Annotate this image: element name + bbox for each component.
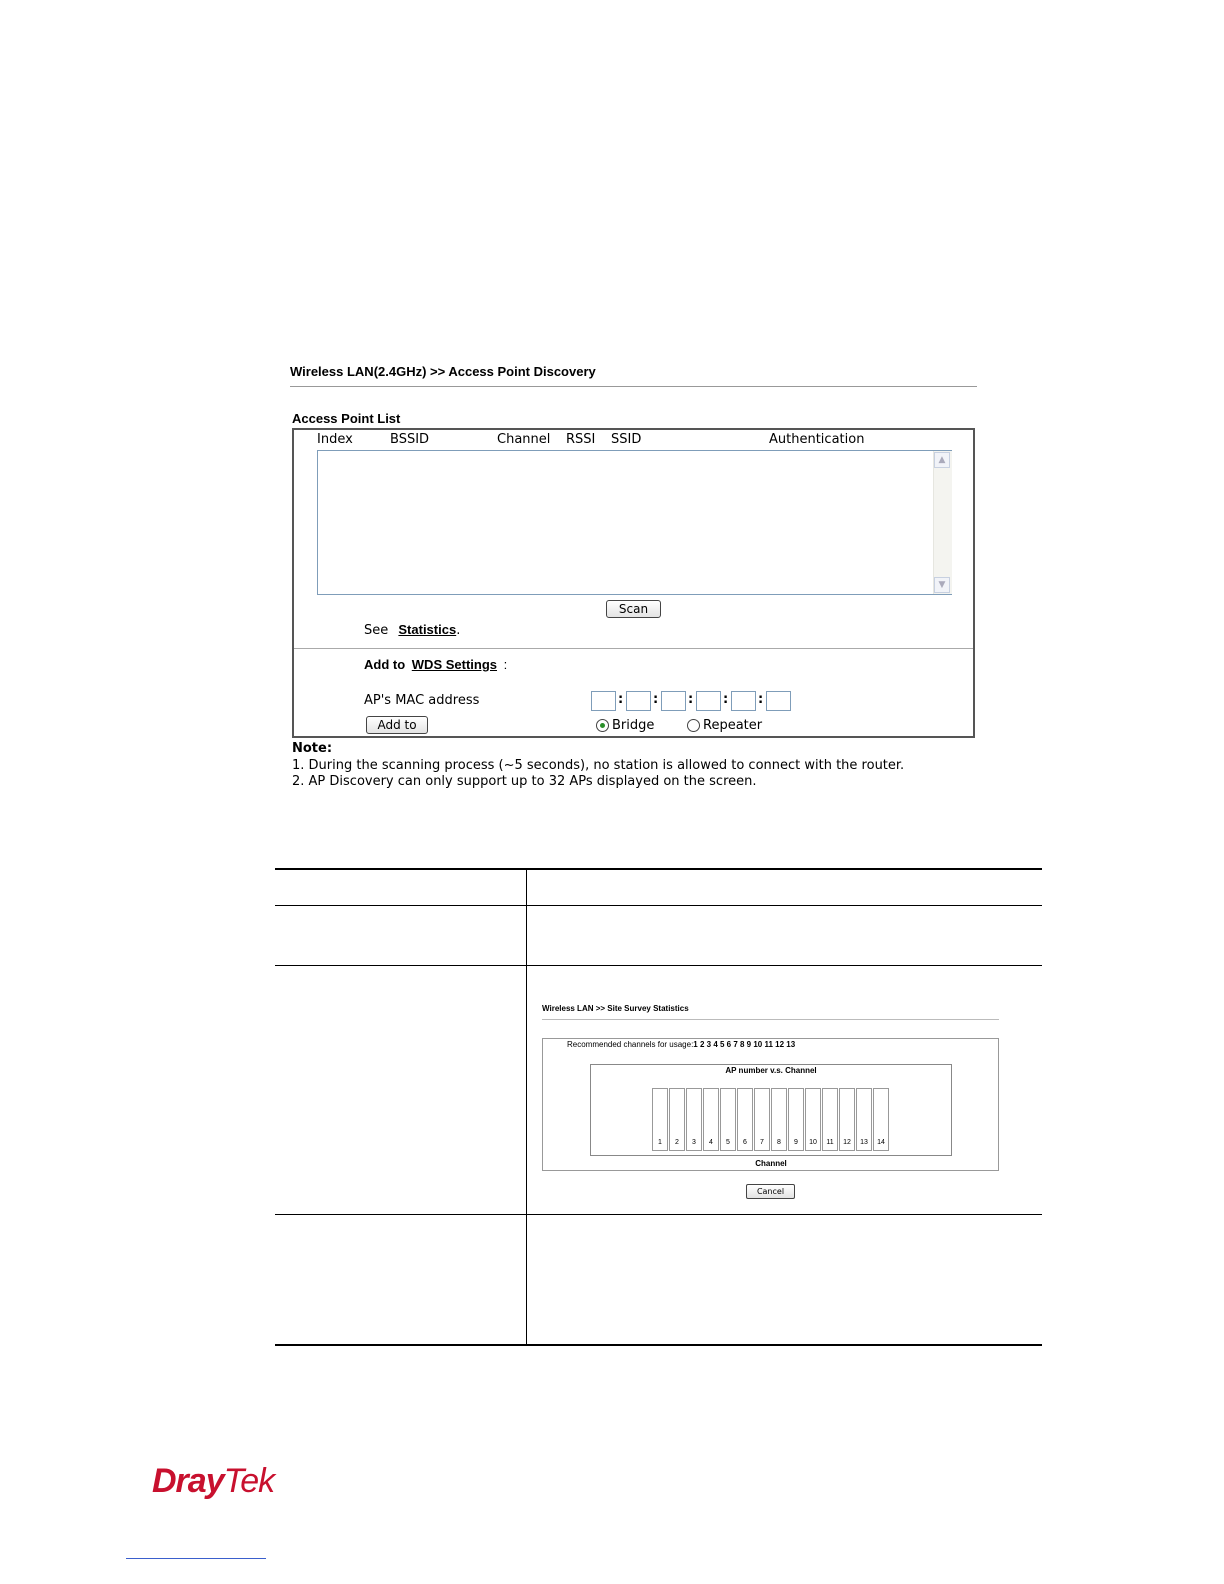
chart-tick-label-1: 1 [658, 1139, 662, 1146]
chart-tick-label-3: 3 [692, 1139, 696, 1146]
section-divider [294, 648, 973, 649]
column-header-ssid: SSID [611, 432, 642, 447]
chart-tick-label-10: 10 [809, 1139, 817, 1146]
mac-separator: : [653, 692, 659, 707]
chart-tick-label-13: 13 [860, 1139, 868, 1146]
note-line-1: 1. During the scanning process (~5 seconds), no station is allowed to connect with the router. [292, 758, 905, 773]
mac-octet-5-input[interactable] [731, 691, 756, 711]
chart-tick-label-4: 4 [709, 1139, 713, 1146]
table-top-rule [275, 868, 1042, 870]
recommended-channels-line [567, 1040, 795, 1049]
note-title: Note: [292, 741, 333, 756]
add-to-suffix: : [503, 657, 508, 672]
table-column-divider [526, 868, 527, 1346]
statistics-title-divider [542, 1019, 999, 1020]
chart-x-label: Channel [755, 1159, 787, 1168]
chart-tick-label-2: 2 [675, 1139, 679, 1146]
chart-tick-label-11: 11 [826, 1139, 834, 1146]
listbox-scrollbar[interactable] [933, 451, 952, 594]
recommended-channels-label: Recommended channels for usage: [567, 1040, 694, 1049]
cancel-button[interactable]: Cancel [746, 1184, 795, 1199]
page-title: Wireless LAN(2.4GHz) >> Access Point Discovery [290, 364, 596, 379]
title-divider [290, 386, 977, 387]
chart-tick-label-6: 6 [743, 1139, 747, 1146]
table-row-divider [275, 965, 1042, 966]
chart-tick-label-9: 9 [794, 1139, 798, 1146]
wds-settings-link[interactable]: WDS Settings [411, 657, 498, 672]
logo-text-dray: Dray [152, 1462, 224, 1500]
mac-octet-1-input[interactable] [591, 691, 616, 711]
repeater-radio[interactable] [687, 719, 700, 732]
column-header-authentication: Authentication [769, 432, 865, 447]
recommended-channels-values: 1 2 3 4 5 6 7 8 9 10 11 12 13 [693, 1040, 796, 1049]
mac-octet-3-input[interactable] [661, 691, 686, 711]
statistics-link[interactable]: Statistics [398, 622, 457, 637]
table-bottom-rule [275, 1344, 1042, 1346]
see-statistics-line [364, 622, 460, 638]
scroll-down-icon[interactable]: ▼ [934, 577, 950, 593]
add-to-prefix: Add to [364, 657, 406, 672]
chart-tick-label-12: 12 [843, 1139, 851, 1146]
scan-button[interactable]: Scan [606, 600, 661, 618]
logo-text-tek: Tek [223, 1462, 275, 1500]
mac-separator: : [618, 692, 624, 707]
table-row-divider [275, 1214, 1042, 1215]
chart-tick-label-8: 8 [777, 1139, 781, 1146]
footer-rule [126, 1558, 266, 1559]
mac-octet-2-input[interactable] [626, 691, 651, 711]
statistics-page-title: Wireless LAN >> Site Survey Statistics [542, 1004, 689, 1013]
repeater-radio-label: Repeater [703, 718, 763, 733]
column-header-rssi: RSSI [566, 432, 596, 447]
chart-title: AP number v.s. Channel [725, 1066, 817, 1075]
bridge-radio-label: Bridge [612, 718, 655, 733]
add-to-button[interactable]: Add to [366, 716, 428, 734]
see-prefix: See [364, 623, 389, 638]
mac-octet-6-input[interactable] [766, 691, 791, 711]
mac-separator: : [758, 692, 764, 707]
mac-separator: : [723, 692, 729, 707]
chart-tick-label-5: 5 [726, 1139, 730, 1146]
chart-tick-label-7: 7 [760, 1139, 764, 1146]
access-point-listbox[interactable] [317, 450, 952, 595]
see-suffix: . [456, 623, 461, 638]
table-row-divider [275, 905, 1042, 906]
draytek-logo [152, 1462, 274, 1501]
mac-separator: : [688, 692, 694, 707]
bridge-radio[interactable] [596, 719, 609, 732]
mac-octet-4-input[interactable] [696, 691, 721, 711]
column-header-bssid: BSSID [390, 432, 430, 447]
scroll-up-icon[interactable]: ▲ [934, 452, 950, 468]
chart-tick-label-14: 14 [877, 1139, 885, 1146]
mac-address-label: AP's MAC address [364, 693, 480, 708]
add-to-wds-line [364, 657, 507, 672]
access-point-list-title: Access Point List [292, 411, 401, 426]
column-header-channel: Channel [497, 432, 551, 447]
column-header-index: Index [317, 432, 353, 447]
note-line-2: 2. AP Discovery can only support up to 32 APs displayed on the screen. [292, 774, 757, 789]
